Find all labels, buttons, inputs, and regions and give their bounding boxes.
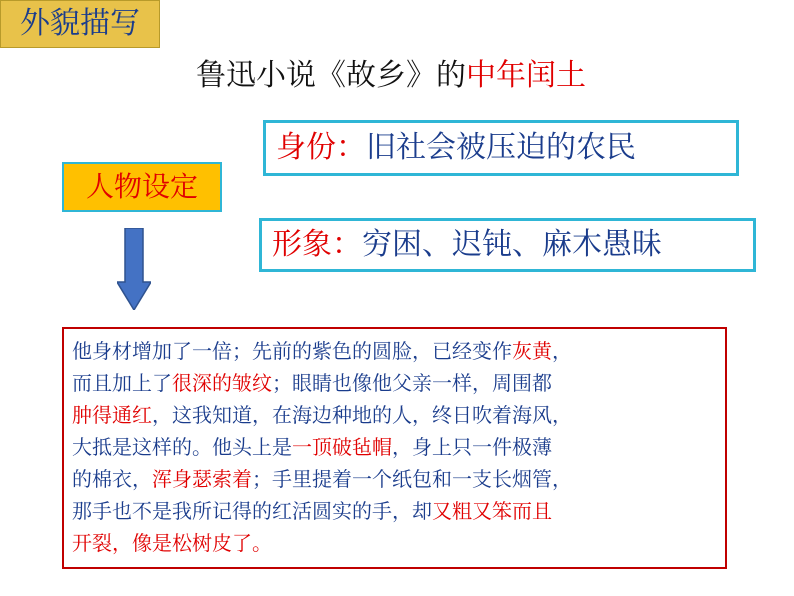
description-text: ；手里提着一个纸包和一支长烟管， xyxy=(252,467,572,491)
down-arrow-icon xyxy=(117,228,151,310)
image-label: 形象： xyxy=(272,227,362,262)
identity-label: 身份： xyxy=(276,130,366,165)
character-setting-box: 人物设定 xyxy=(62,162,222,212)
description-line xyxy=(72,527,725,559)
highlight-text: 很深的皱纹 xyxy=(172,371,272,395)
page-title xyxy=(196,50,586,94)
highlight-text: 又粗又笨而且 xyxy=(432,499,552,523)
identity-value: 旧社会被压迫的农民 xyxy=(366,130,636,165)
image-box xyxy=(259,218,756,272)
identity-box xyxy=(263,120,739,176)
description-text: 而且加上了 xyxy=(72,371,172,395)
section-tag: 外貌描写 xyxy=(0,0,160,48)
description-line xyxy=(72,335,725,367)
highlight-text: 浑身瑟索着 xyxy=(152,467,252,491)
description-text: ，这我知道，在海边种地的人，终日吹着海风， xyxy=(152,403,572,427)
description-text: 大抵是这样的。他头上是 xyxy=(72,435,292,459)
highlight-text: 一顶破毡帽 xyxy=(292,435,392,459)
description-text: ，身上只一件极薄 xyxy=(392,435,552,459)
description-line xyxy=(72,495,725,527)
description-line xyxy=(72,431,725,463)
description-line xyxy=(72,399,725,431)
description-text: 的棉衣， xyxy=(72,467,152,491)
description-text: 那手也不是我所记得的红活圆实的手，却 xyxy=(72,499,432,523)
description-text: ；眼睛也像他父亲一样，周围都 xyxy=(272,371,552,395)
description-line xyxy=(72,463,725,495)
image-value: 穷困、迟钝、麻木愚昧 xyxy=(362,227,662,262)
description-text: 他身材增加了一倍；先前的紫色的圆脸，已经变作 xyxy=(72,339,512,363)
highlight-text: 开裂，像是松树皮了。 xyxy=(72,531,272,555)
highlight-text: 灰黄 xyxy=(512,339,552,363)
highlight-text: 肿得通红 xyxy=(72,403,152,427)
title-prefix: 鲁迅小说《故乡》的 xyxy=(196,58,466,93)
description-box xyxy=(62,327,727,569)
title-accent: 中年闰土 xyxy=(466,58,586,93)
description-line xyxy=(72,367,725,399)
description-text: ， xyxy=(552,339,572,363)
